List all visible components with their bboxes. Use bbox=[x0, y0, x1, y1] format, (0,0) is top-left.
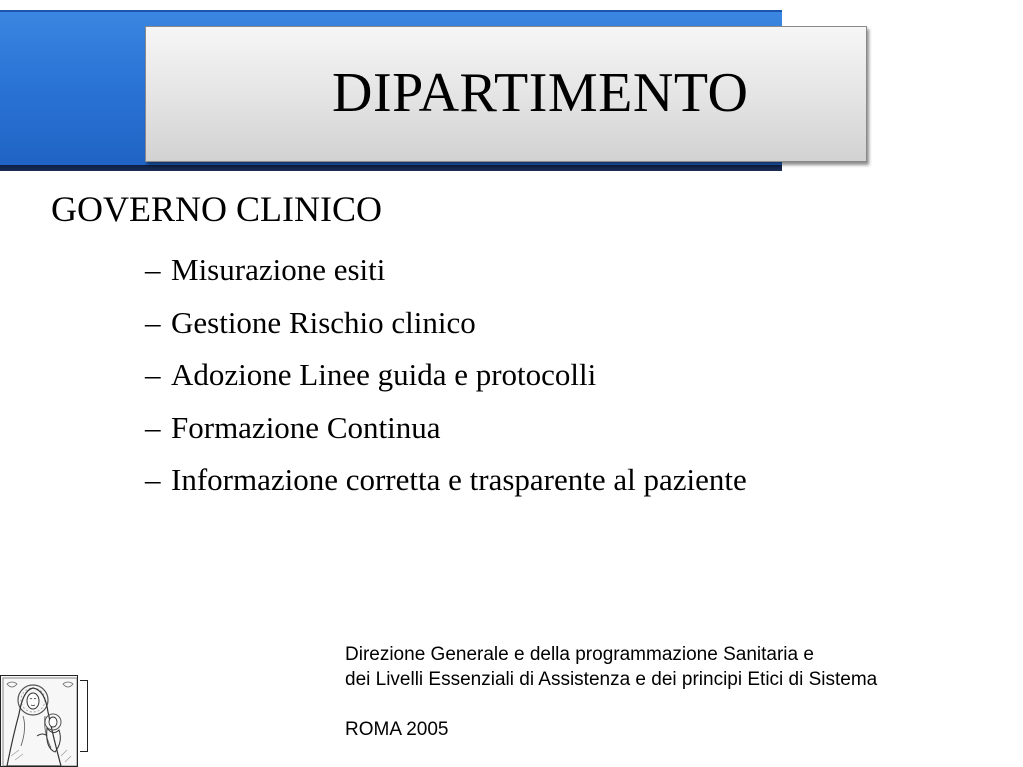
section-heading: GOVERNO CLINICO bbox=[51, 189, 382, 229]
slide-title: DIPARTIMENTO bbox=[332, 62, 749, 124]
icon-frame-back bbox=[80, 680, 88, 752]
dash-marker: – bbox=[145, 304, 161, 340]
dash-marker: – bbox=[145, 462, 161, 497]
footer-line-1: Direzione Generale e della programmazione Sanitaria e bbox=[345, 644, 814, 665]
list-item bbox=[145, 402, 747, 455]
bullet-text: Gestione Rischio clinico bbox=[171, 304, 476, 340]
title-box bbox=[145, 26, 867, 162]
footer-spacer bbox=[345, 692, 877, 717]
list-item bbox=[145, 349, 747, 402]
dash-marker: – bbox=[145, 409, 161, 445]
bullet-text: Adozione Linee guida e protocolli bbox=[171, 357, 597, 392]
footer-credits bbox=[345, 642, 877, 742]
list-item bbox=[145, 454, 747, 507]
bullet-text: Informazione corretta e trasparente al paziente bbox=[171, 462, 747, 497]
dash-marker: – bbox=[145, 252, 161, 287]
header-band-shadow bbox=[0, 165, 782, 171]
bullet-list bbox=[145, 244, 747, 507]
list-item bbox=[145, 297, 747, 350]
footer-line-3: ROMA 2005 bbox=[345, 719, 449, 740]
bullet-text: Formazione Continua bbox=[171, 409, 441, 445]
madonna-icon bbox=[0, 675, 78, 767]
list-item bbox=[145, 244, 747, 297]
dash-marker: – bbox=[145, 357, 161, 392]
footer-line-2: dei Livelli Essenziali di Assistenza e dei principi Etici di Sistema bbox=[345, 669, 878, 690]
bullet-text: Misurazione esiti bbox=[171, 252, 386, 287]
